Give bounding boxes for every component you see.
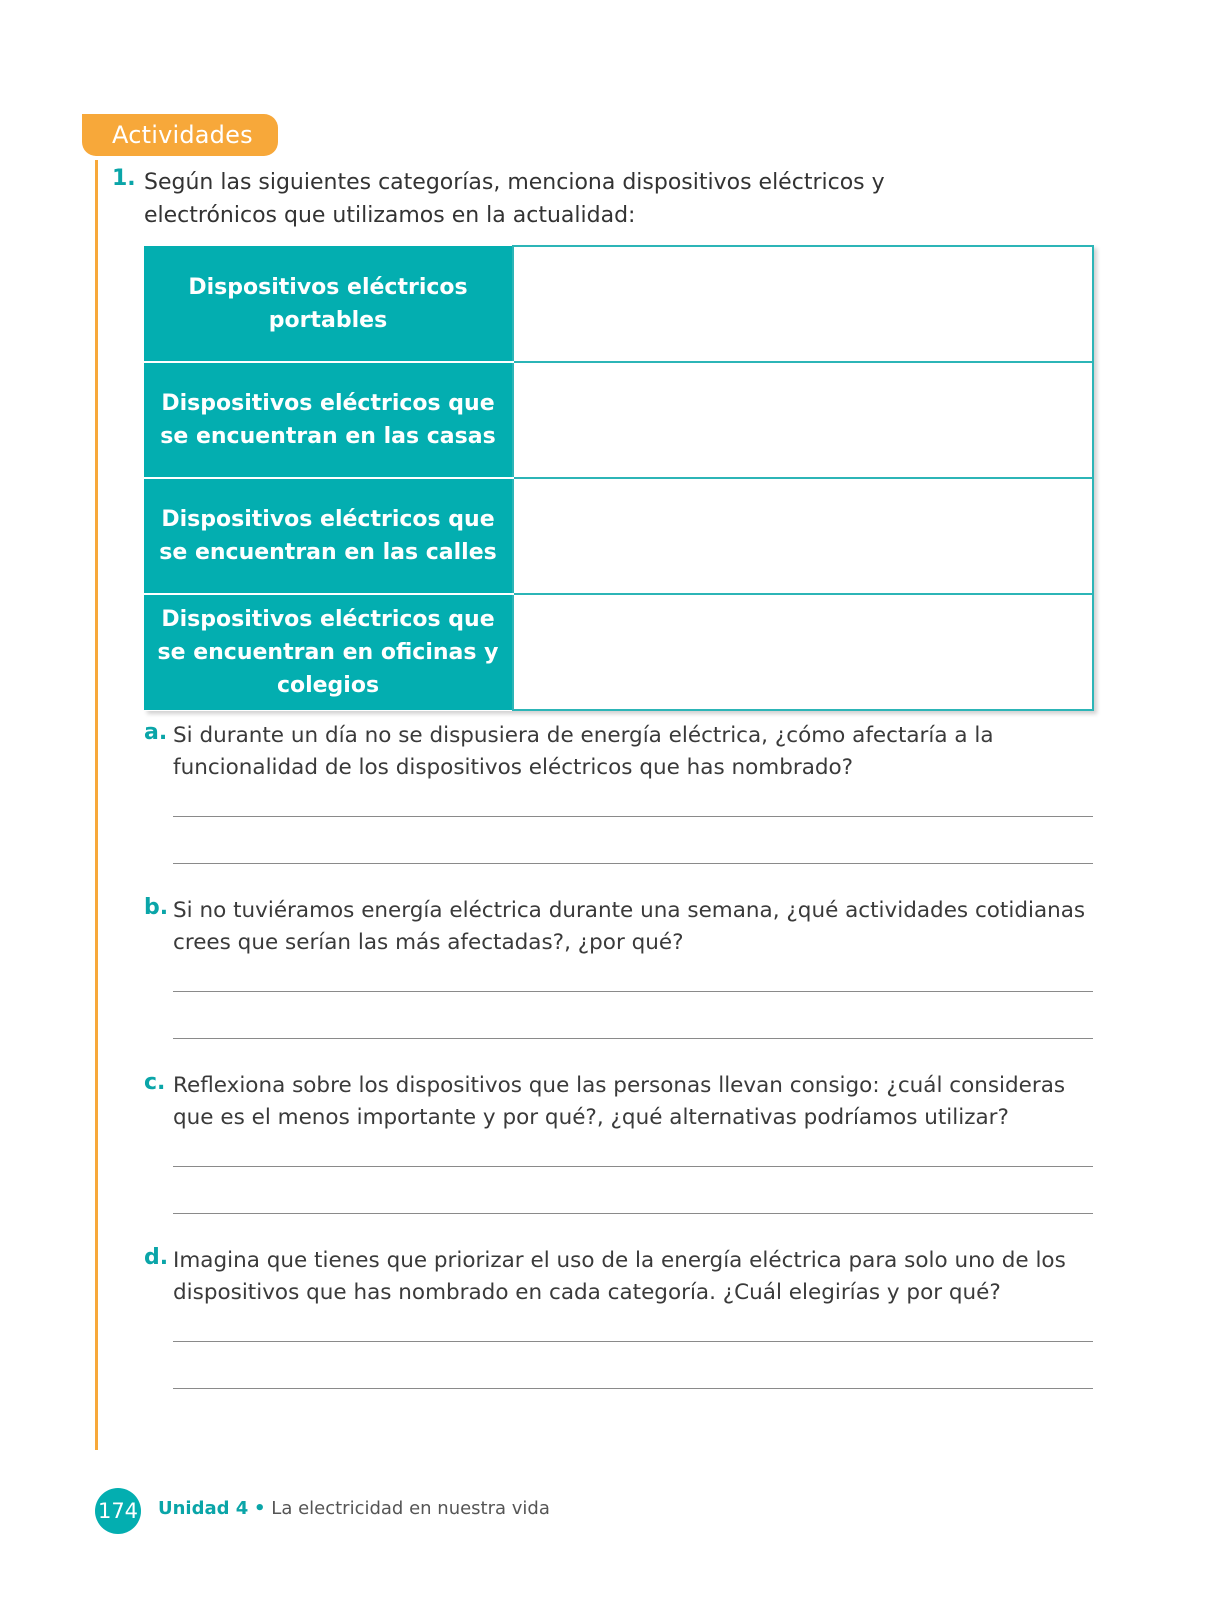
- answer-cell[interactable]: [513, 594, 1093, 710]
- footer-unit: Unidad 4: [158, 1498, 249, 1519]
- answer-line[interactable]: [173, 1213, 1093, 1214]
- category-cell: Dispositivos eléctricos que se encuentran en las casas: [144, 362, 513, 478]
- table-row: [144, 594, 1093, 710]
- subquestion-text: Si durante un día no se dispusiera de energía eléctrica, ¿cómo afectaría a la funcionalidad de los dispositivos eléctricos que has nombrado?: [173, 723, 994, 780]
- footer-breadcrumb: [158, 1498, 550, 1519]
- answer-line[interactable]: [173, 816, 1093, 817]
- question-number: 1.: [112, 166, 136, 191]
- answer-line[interactable]: [173, 863, 1093, 864]
- answer-line[interactable]: [173, 1038, 1093, 1039]
- table-row: [144, 478, 1093, 594]
- subquestion-text: Imagina que tienes que priorizar el uso de la energía eléctrica para solo uno de los dispositivos que has nombrado en cada categoría. ¿Cuál elegirías y por qué?: [173, 1248, 1066, 1305]
- section-tab: Actividades: [82, 114, 278, 156]
- answer-cell[interactable]: [513, 478, 1093, 594]
- subquestion-letter: c.: [144, 1070, 166, 1095]
- answer-line[interactable]: [173, 1388, 1093, 1389]
- subquestion-letter: a.: [144, 720, 168, 745]
- category-cell: Dispositivos eléctricos que se encuentran en oficinas y colegios: [144, 594, 513, 710]
- subquestion-letter: b.: [144, 895, 169, 920]
- category-cell: Dispositivos eléctricos que se encuentran en las calles: [144, 478, 513, 594]
- left-margin-rule: [95, 160, 98, 1450]
- subquestion-text: Si no tuviéramos energía eléctrica durante una semana, ¿qué actividades cotidianas crees que serían las más afectadas?, ¿por qué?: [173, 898, 1086, 955]
- subquestion-text: Reflexiona sobre los dispositivos que las personas llevan consigo: ¿cuál consideras que es el menos importante y por qué?, ¿qué alternativas podríamos utilizar?: [173, 1073, 1066, 1130]
- answer-line[interactable]: [173, 1341, 1093, 1342]
- answer-line[interactable]: [173, 991, 1093, 992]
- footer-separator: •: [254, 1498, 266, 1519]
- table-row: [144, 246, 1093, 362]
- category-cell: Dispositivos eléctricos portables: [144, 246, 513, 362]
- question-text: Según las siguientes categorías, menciona dispositivos eléctricos y electrónicos que utilizamos en la actualidad:: [144, 170, 885, 228]
- footer-title: La electricidad en nuestra vida: [271, 1498, 550, 1519]
- answer-cell[interactable]: [513, 362, 1093, 478]
- subquestion-letter: d.: [144, 1245, 169, 1270]
- answer-line[interactable]: [173, 1166, 1093, 1167]
- answer-cell[interactable]: [513, 246, 1093, 362]
- categories-table: [144, 245, 1094, 711]
- page-number: 174: [95, 1488, 141, 1534]
- table-row: [144, 362, 1093, 478]
